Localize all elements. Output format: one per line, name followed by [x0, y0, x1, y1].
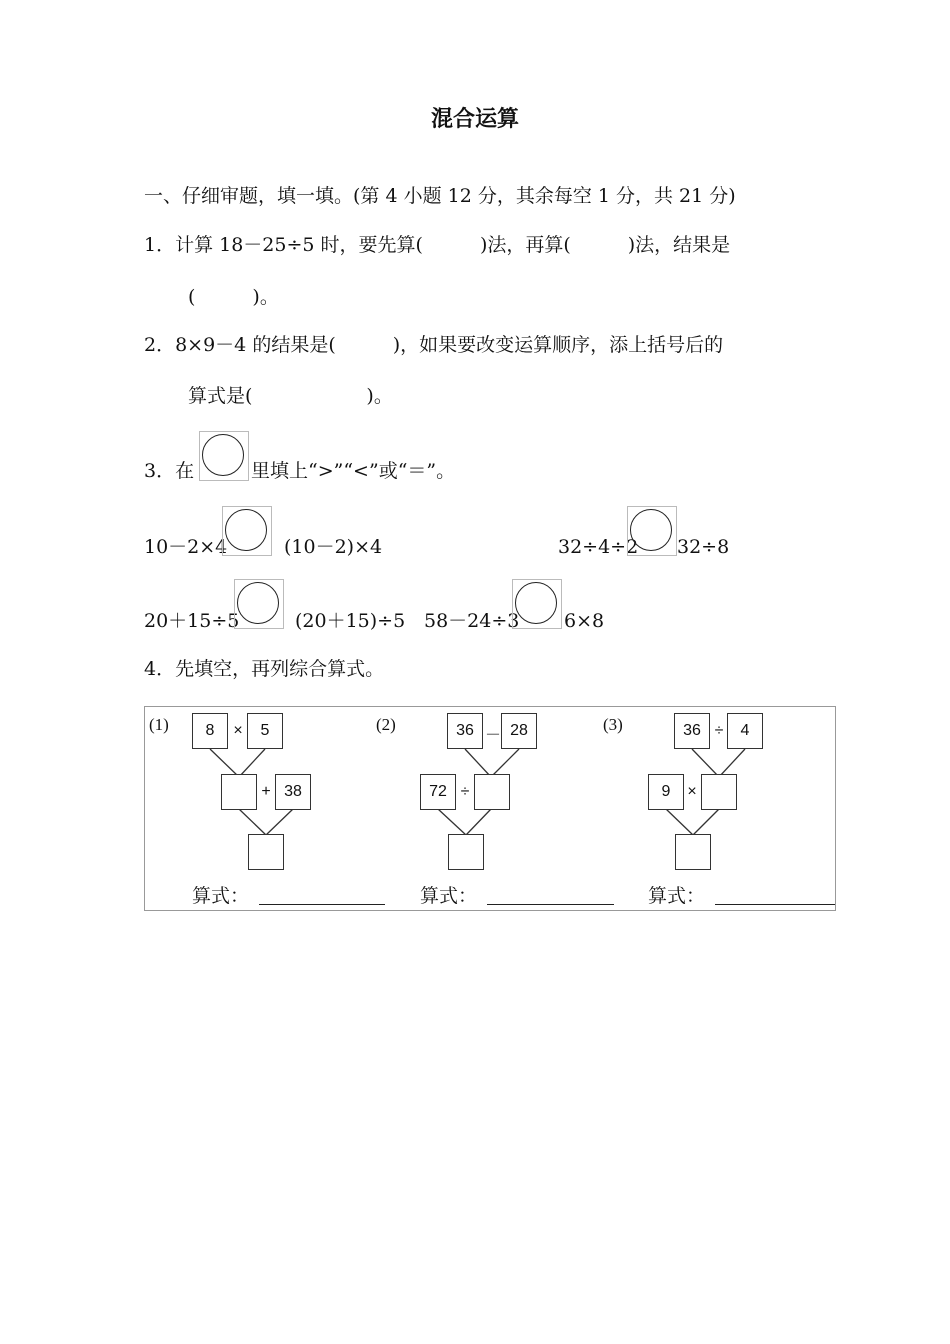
- calculation-diagrams-panel: [144, 706, 836, 911]
- diagram-2-result-box[interactable]: [448, 834, 484, 870]
- question-2-line-2: 算式是( )。: [188, 385, 393, 407]
- compare-circle-1b[interactable]: [627, 506, 677, 556]
- diagram-1-top-right-box: 5: [247, 713, 283, 749]
- compare-1b-right: 32÷8: [677, 536, 730, 558]
- diagram-1-formula-blank[interactable]: [259, 904, 385, 905]
- diagram-3-formula-blank[interactable]: [715, 904, 835, 905]
- diagram-3-result-box[interactable]: [675, 834, 711, 870]
- compare-1a-left: 10－2×4: [144, 536, 228, 558]
- question-3-prefix: 3．在: [144, 460, 195, 482]
- diagram-3-top-right-box: 4: [727, 713, 763, 749]
- section-heading: 一、仔细审题，填一填。(第 4 小题 12 分，其余每空 1 分，共 21 分): [144, 185, 736, 207]
- diagram-3-top-left-box: 36: [674, 713, 710, 749]
- diagram-1-mid-right-box: 38: [275, 774, 311, 810]
- diagram-3-mid-left-box: 9: [648, 774, 684, 810]
- diagram-2-formula-label: 算式：: [420, 885, 478, 907]
- compare-1b-left: 32÷4÷2: [558, 536, 639, 558]
- compare-circle-2b[interactable]: [512, 579, 562, 629]
- diagram-2-top-operator: －: [485, 727, 502, 744]
- question-4-text: 4．先填空，再列综合算式。: [144, 658, 385, 680]
- compare-2a-right: (20＋15)÷5: [295, 610, 406, 632]
- diagram-3-top-operator: ÷: [714, 722, 724, 739]
- page-title: 混合运算: [430, 107, 519, 132]
- compare-2a-left: 20＋15÷5: [144, 610, 240, 632]
- diagram-2-mid-operator: ÷: [460, 783, 470, 800]
- diagram-1-formula-label: 算式：: [192, 885, 250, 907]
- compare-1a-right: (10－2)×4: [284, 536, 383, 558]
- diagram-3-formula-label: 算式：: [648, 885, 706, 907]
- diagram-1-top-left-box: 8: [192, 713, 228, 749]
- diagram-2-mid-right-box[interactable]: [474, 774, 510, 810]
- diagram-3-mid-right-box[interactable]: [701, 774, 737, 810]
- compare-2b-right: 6×8: [564, 610, 605, 632]
- question-2-line-1: 2．8×9－4 的结果是( )，如果要改变运算顺序，添上括号后的: [144, 334, 724, 356]
- question-1-line-2: ( )。: [188, 286, 279, 308]
- diagram-1-label: (1): [149, 715, 169, 734]
- diagram-1-top-operator: ×: [233, 722, 243, 739]
- question-1-line-1: 1．计算 18－25÷5 时，要先算( )法，再算( )法，结果是: [144, 234, 731, 256]
- compare-circle-1a[interactable]: [222, 506, 272, 556]
- diagram-2-top-right-box: 28: [501, 713, 537, 749]
- question-3-suffix: 里填上“>”“<”或“＝”。: [251, 460, 456, 482]
- diagram-1-mid-left-box[interactable]: [221, 774, 257, 810]
- diagram-2-formula-blank[interactable]: [487, 904, 614, 905]
- diagram-3-mid-operator: ×: [687, 783, 697, 800]
- diagram-2-label: (2): [376, 715, 396, 734]
- compare-circle-sample-icon: [199, 431, 249, 481]
- compare-2b-left: 58－24÷3: [424, 610, 520, 632]
- diagram-3-label: (3): [603, 715, 623, 734]
- diagram-1-result-box[interactable]: [248, 834, 284, 870]
- diagram-2-top-left-box: 36: [447, 713, 483, 749]
- diagram-1-mid-operator: +: [261, 783, 271, 800]
- diagram-2-mid-left-box: 72: [420, 774, 456, 810]
- compare-circle-2a[interactable]: [234, 579, 284, 629]
